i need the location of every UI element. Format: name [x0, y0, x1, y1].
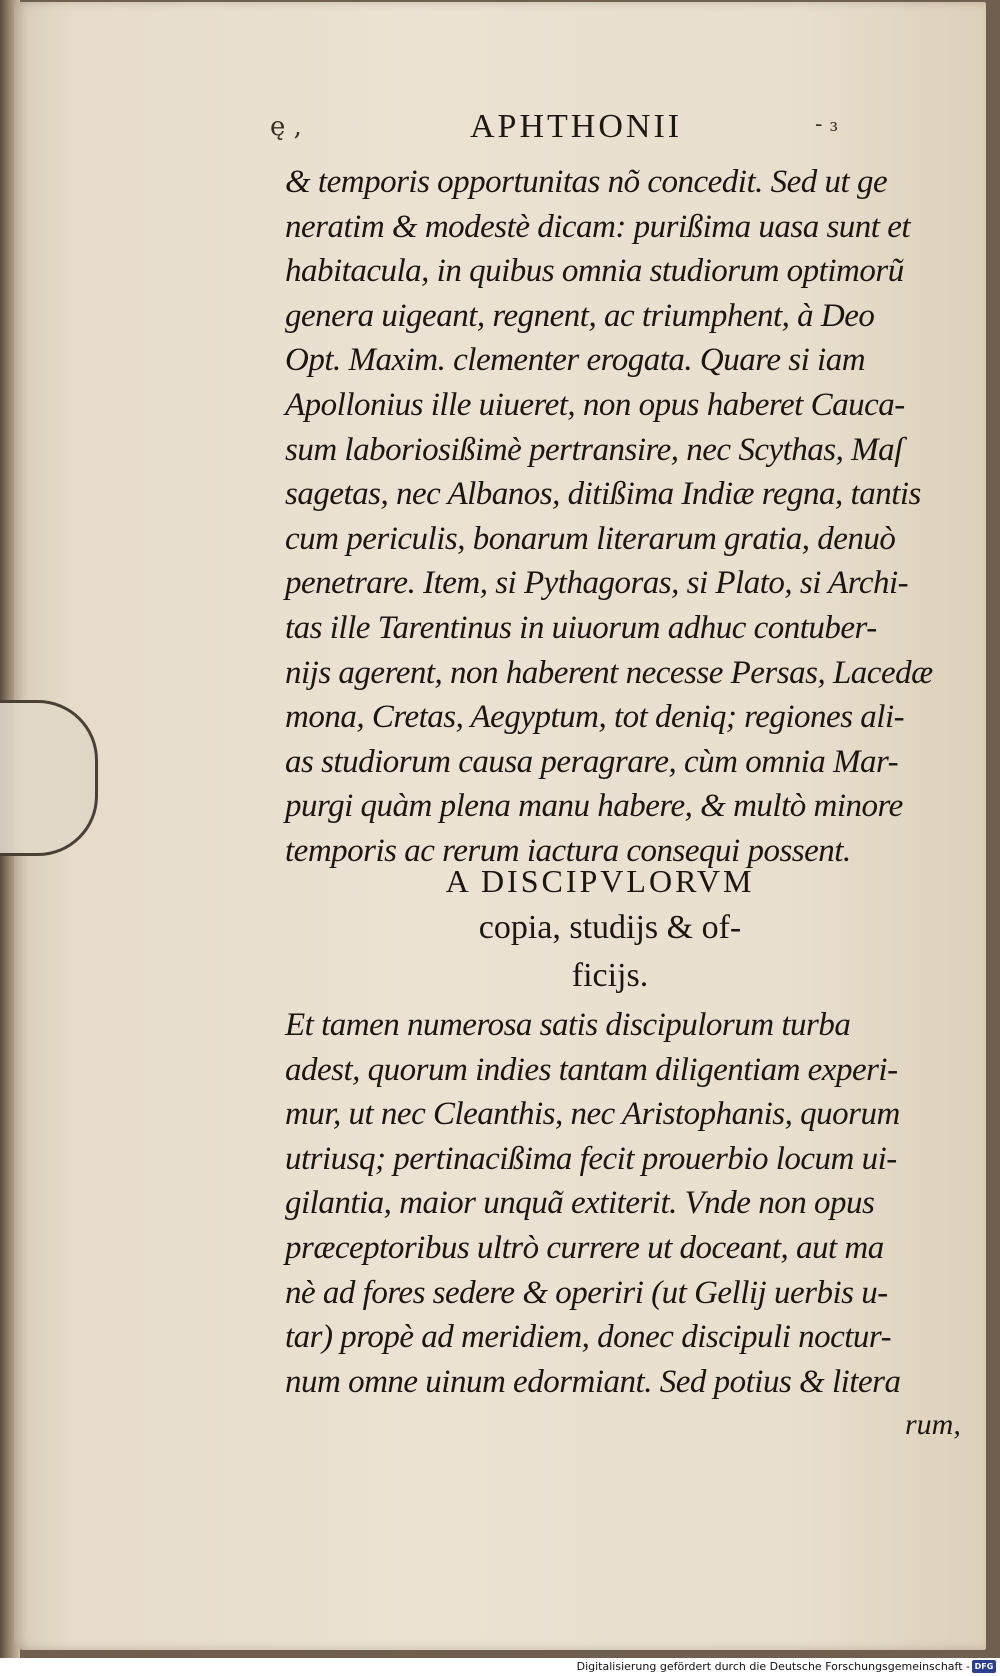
ornament-left: ę ,	[270, 112, 302, 142]
body-text-2	[285, 1003, 975, 1404]
catchword: rum,	[905, 1408, 961, 1441]
text-line: nè ad fores sedere & operiri (ut Gellij uerbis u-	[285, 1274, 888, 1311]
text-line: sagetas, nec Albanos, ditißima Indiæ regna, tantis	[285, 476, 921, 513]
text-line: habitacula, in quibus omnia studiorum optimorũ	[285, 253, 904, 290]
section-heading-line-1: A DISCIPVLORVM	[445, 863, 755, 899]
text-line: tar) propè ad meridiem, donec discipuli noctur-	[285, 1319, 892, 1356]
text-line: cum periculis, bonarum literarum gratia, denuò	[285, 520, 896, 557]
text-line: penetrare. Item, si Pythagoras, si Plato, si Archi-	[285, 565, 909, 602]
text-line: præceptoribus ultrò currere ut doceant, aut ma	[285, 1229, 884, 1266]
text-line: purgi quàm plena manu habere, & multò minore	[285, 788, 903, 825]
body-text	[285, 160, 975, 874]
footer-bar	[0, 1658, 1000, 1676]
text-line: adest, quorum indies tantam diligentiam experi-	[285, 1051, 898, 1088]
text-line: mur, ut nec Cleanthis, nec Aristophanis, quorum	[285, 1096, 900, 1133]
text-line: mona, Cretas, Aegyptum, tot deniq; regiones ali-	[285, 699, 905, 736]
text-line: num omne uinum edormiant. Sed potius & litera	[285, 1363, 901, 1400]
running-head: APHTHONII	[470, 108, 683, 145]
text-line: as studiorum causa peragrare, cùm omnia Mar-	[285, 743, 899, 780]
section-heading-line-2: copia, studijs & of-	[478, 909, 742, 946]
text-line: tas ille Tarentinus in uiuorum adhuc contuber-	[285, 609, 877, 646]
text-line: utriusq; pertinacißima fecit prouerbio locum ui-	[285, 1140, 897, 1177]
text-line: Opt. Maxim. clementer erogata. Quare si iam	[285, 342, 866, 379]
section-heading	[285, 858, 975, 1000]
page-header	[270, 108, 970, 148]
text-line: sum laboriosißimè pertransire, nec Scythas, Maſ	[285, 431, 903, 468]
text-line: temporis ac rerum iactura consequi possent.	[285, 832, 851, 869]
dfg-logo-icon: DFG	[972, 1660, 996, 1673]
text-line: & temporis opportunitas nõ concedit. Sed ut ge	[285, 164, 888, 200]
page-clip	[0, 700, 98, 856]
text-line: nijs agerent, non haberent necesse Persas, Lacedæ	[285, 654, 933, 691]
text-line: gilantia, maior unquã extiterit. Vnde non opus	[285, 1185, 875, 1222]
text-line: Apollonius ille uiueret, non opus haberet Cauca-	[285, 386, 905, 423]
section-heading-line-3: ficijs.	[571, 957, 649, 994]
funding-credit: Digitalisierung gefördert durch die Deutsche Forschungsgemeinschaft -	[576, 1660, 970, 1673]
text-line: genera uigeant, regnent, ac triumphent, à Deo	[285, 297, 875, 334]
ornament-right: - ₃	[815, 112, 839, 137]
text-line: neratim & modestè dicam: purißima uasa sunt et	[285, 208, 911, 245]
text-line: Et tamen numerosa satis discipulorum turba	[285, 1007, 851, 1043]
